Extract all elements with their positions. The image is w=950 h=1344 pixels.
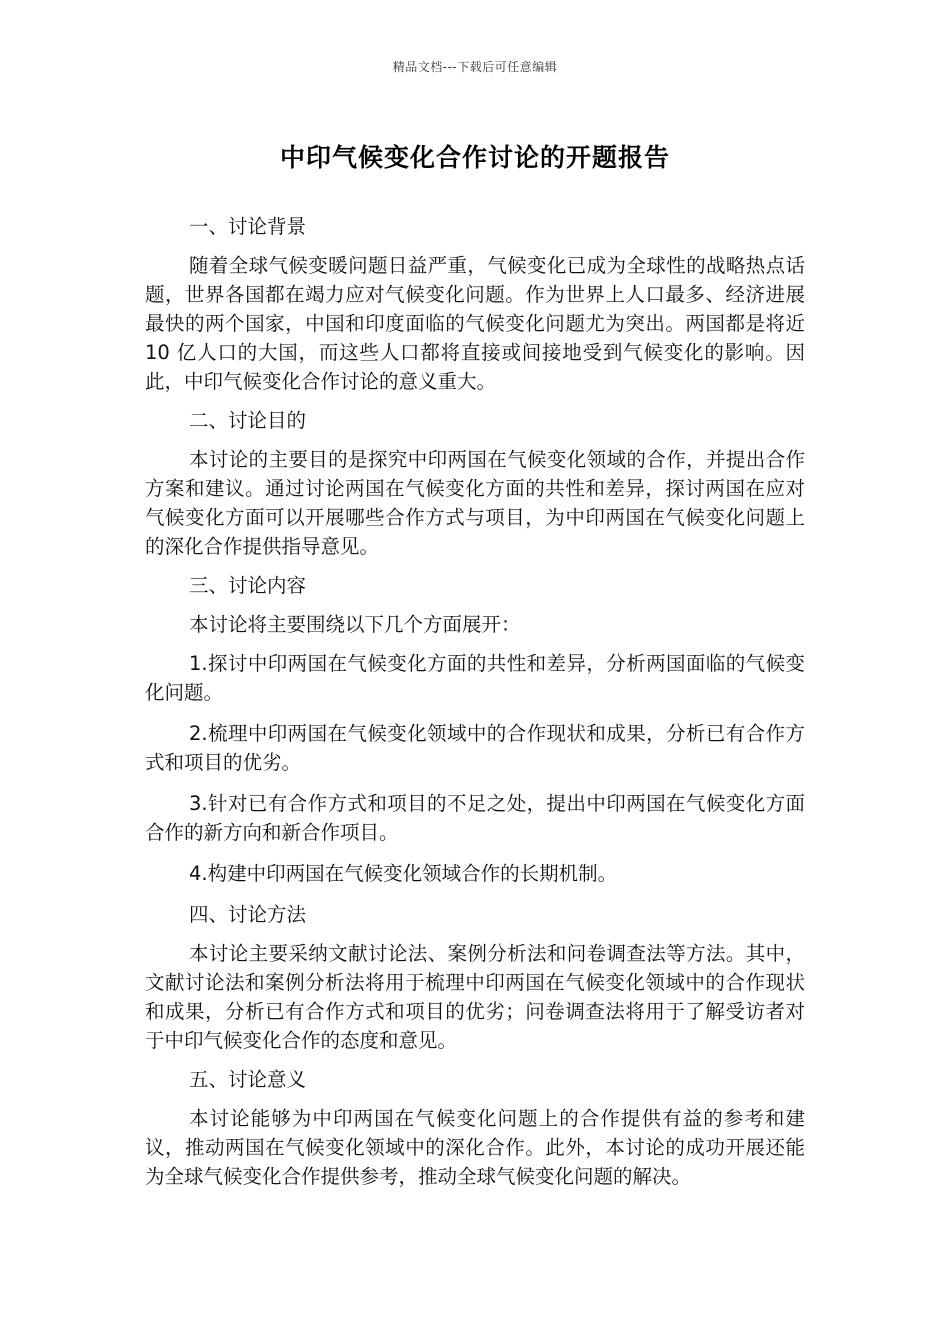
section-heading-significance: 五、讨论意义	[189, 1068, 307, 1091]
list-item: 4.构建中印两国在气候变化领域合作的长期机制。	[189, 862, 618, 885]
section-heading-purpose: 二、讨论目的	[189, 409, 307, 432]
document-body	[145, 212, 805, 1201]
paragraph-purpose: 本讨论的主要目的是探究中印两国在气候变化领域的合作，并提出合作方案和建议。通过讨论两国在气候变化方面的共性和差异，探讨两国在应对气候变化方面可以开展哪些合作方式与项目，为中印两国在气候变化问题上的深化合作提供指导意见。	[145, 448, 805, 558]
document-title: 中印气候变化合作讨论的开题报告	[279, 143, 670, 172]
paragraph-method: 本讨论主要采纳文献讨论法、案例分析法和问卷调查法等方法。其中，文献讨论法和案例分析法将用于梳理中印两国在气候变化领域中的合作现状和成果，分析已有合作方式和项目的优劣；问卷调查法将用于了解受访者对于中印气候变化合作的态度和意见。	[145, 942, 805, 1052]
header-note: 精品文档---下载后可任意编辑	[392, 60, 558, 74]
section-heading-background: 一、讨论背景	[189, 215, 307, 238]
paragraph-significance: 本讨论能够为中印两国在气候变化问题上的合作提供有益的参考和建议，推动两国在气候变化领域中的深化合作。此外，本讨论的成功开展还能为全球气候变化合作提供参考，推动全球气候变化问题的解决。	[145, 1107, 805, 1188]
section-heading-content: 三、讨论内容	[189, 574, 307, 597]
list-item: 2.梳理中印两国在气候变化领域中的合作现状和成果，分析已有合作方式和项目的优劣。	[145, 722, 805, 774]
list-item: 1.探讨中印两国在气候变化方面的共性和差异，分析两国面临的气候变化问题。	[145, 652, 805, 704]
paragraph-content-intro: 本讨论将主要围绕以下几个方面展开：	[189, 613, 521, 636]
paragraph-background: 随着全球气候变暖问题日益严重，气候变化已成为全球性的战略热点话题，世界各国都在竭力应对气候变化问题。作为世界上人口最多、经济进展最快的两个国家，中国和印度面临的气候变化问题尤为突出。两国都是将近 10 亿人口的大国，而这些人口都将直接或间接地受到气候变化的影响。因此，中印气候变化合作讨论的意义重大。	[145, 254, 805, 393]
list-item: 3.针对已有合作方式和项目的不足之处，提出中印两国在气候变化方面合作的新方向和新合作项目。	[145, 792, 805, 844]
section-heading-method: 四、讨论方法	[189, 903, 307, 926]
